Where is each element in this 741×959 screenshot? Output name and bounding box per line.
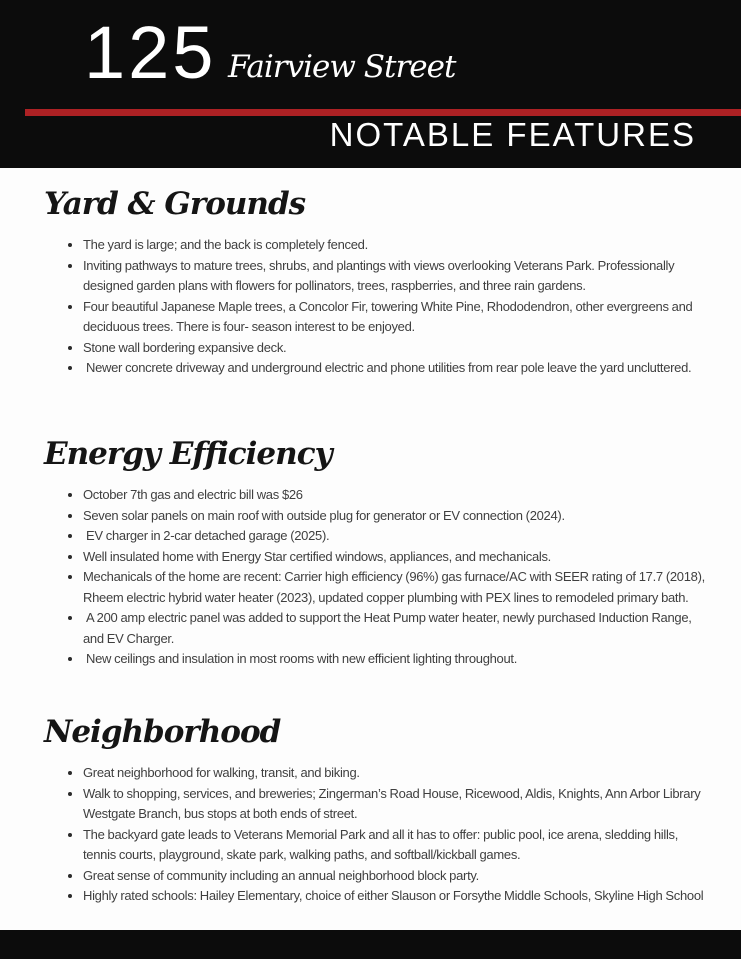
section-yard-and-grounds: [0, 181, 741, 379]
bullet-list: [66, 763, 713, 907]
red-accent-line: [25, 109, 741, 116]
bullet-item: • EV charger in 2-car detached garage (2025).: [83, 526, 713, 547]
street-name: Fairview Street: [228, 49, 456, 85]
bullet-item: • Mechanicals of the home are recent: Carrier high efficiency (96%) gas furnace/AC with SEER rating of 17.7 (2018), Rheem electric hybrid water heater (2023), updated copper plumbing with PEX lines to remodeled primary bath.: [83, 567, 713, 608]
section-neighborhood: [0, 709, 741, 907]
bullet-item: • Great sense of community including an annual neighborhood block party.: [83, 866, 713, 887]
bullet-item: • Seven solar panels on main roof with outside plug for generator or EV connection (2024).: [83, 506, 713, 527]
section-energy-efficiency: [0, 431, 741, 670]
section-title: Energy Efficiency: [44, 436, 332, 472]
bullet-item: • The backyard gate leads to Veterans Memorial Park and all it has to offer: public pool, ice arena, sledding hills, tennis courts, playground, skate park, walking paths, and softball/kickball games.: [83, 825, 713, 866]
bullet-item: • New ceilings and insulation in most rooms with new efficient lighting throughout.: [83, 649, 713, 670]
footer-bar: [0, 930, 741, 959]
section-title: Neighborhood: [44, 714, 281, 750]
bullet-list: [66, 235, 713, 379]
bullet-item: • Four beautiful Japanese Maple trees, a Concolor Fir, towering White Pine, Rhododendron, other evergreens and deciduous trees. There is four- season interest to be enjoyed.: [83, 297, 713, 338]
bullet-item: • Newer concrete driveway and underground electric and phone utilities from rear pole leave the yard uncluttered.: [83, 358, 713, 379]
bullet-item: • October 7th gas and electric bill was $26: [83, 485, 713, 506]
bullet-item: • Great neighborhood for walking, transit, and biking.: [83, 763, 713, 784]
bullet-list: [66, 485, 713, 670]
banner-title: NOTABLE FEATURES: [329, 116, 696, 153]
bullet-item: • Inviting pathways to mature trees, shrubs, and plantings with views overlooking Veterans Park. Professionally designed garden plans with flowers for pollinators, trees, raspberries, and three rain gardens.: [83, 256, 713, 297]
house-number: 125: [84, 11, 217, 94]
bullet-item: • A 200 amp electric panel was added to support the Heat Pump water heater, newly purchased Induction Range, and EV Charger.: [83, 608, 713, 649]
header-banner: [0, 0, 741, 168]
section-title: Yard & Grounds: [44, 186, 306, 222]
bullet-item: • The yard is large; and the back is completely fenced.: [83, 235, 713, 256]
bullet-item: • Walk to shopping, services, and breweries; Zingerman’s Road House, Ricewood, Aldis, Knights, Ann Arbor Library Westgate Branch, bus stops at both ends of street.: [83, 784, 713, 825]
bullet-item: • Stone wall bordering expansive deck.: [83, 338, 713, 359]
bullet-item: • Well insulated home with Energy Star certified windows, appliances, and mechanicals.: [83, 547, 713, 568]
bullet-item: • Highly rated schools: Hailey Elementary, choice of either Slauson or Forsythe Middle Schools, Skyline High School: [83, 886, 713, 907]
